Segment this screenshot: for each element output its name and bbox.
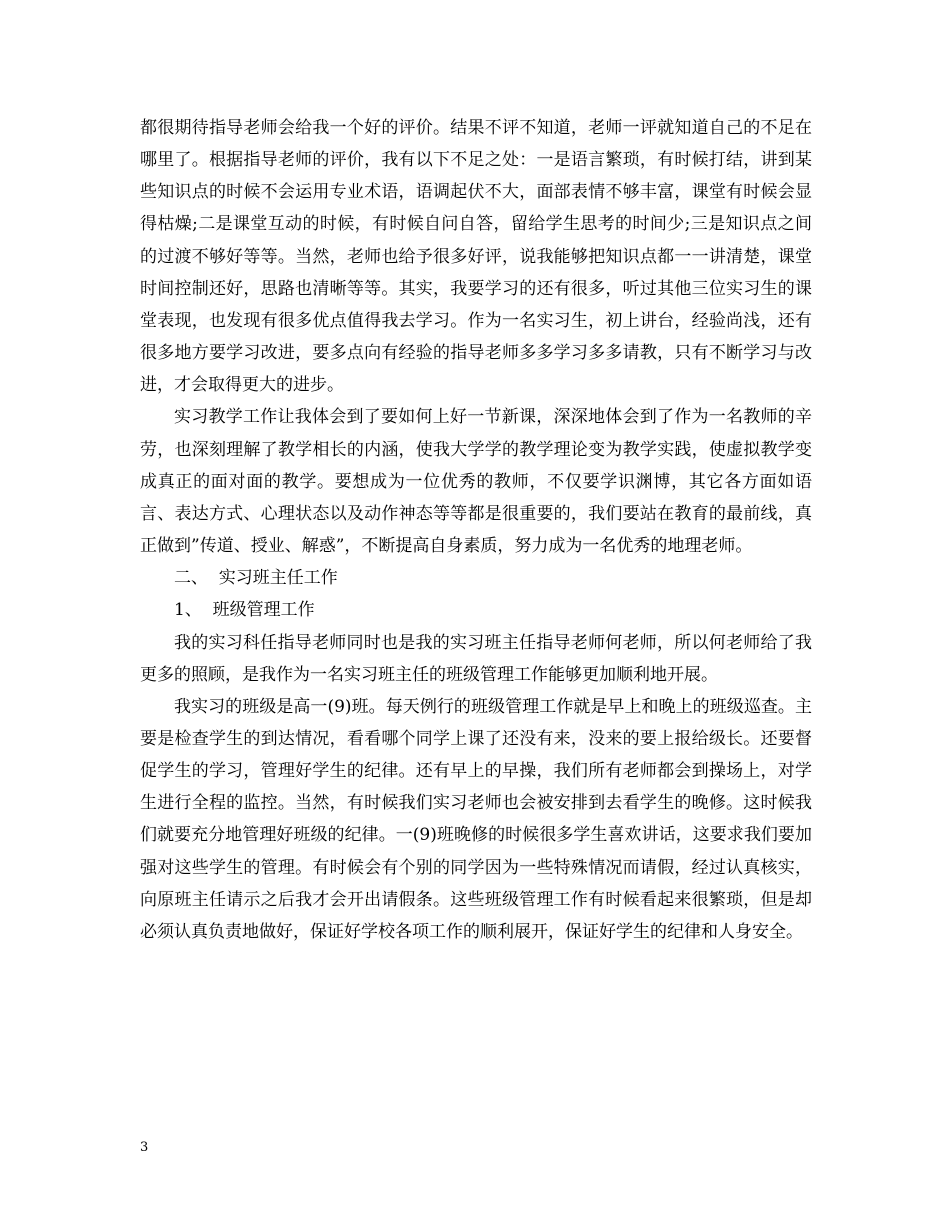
paragraph-teaching-reflection: 实习教学工作让我体会到了要如何上好一节新课，深深地体会到了作为一名教师的辛劳，也深刻理解了教学相长的内涵，使我大学学的教学理论变为教学实践，使虚拟教学变成真正的面对面的教学。要想成为一位优秀的教师，不仅要学识渊博，其它各方面如语言、表达方式、心理状态以及动作神态等等都是很重要的，我们要站在教育的最前线，真正做到”传道、授业、解惑”，不断提高自身素质，努力成为一名优秀的地理老师。 — [140, 407, 812, 557]
paragraph-class-management: 我实习的班级是高一(9)班。每天例行的班级管理工作就是早上和晚上的班级巡查。主要是检查学生的到达情况，看看哪个同学上课了还没有来，没来的要上报给级长。还要督促学生的学习，管理好学生的纪律。还有早上的早操，我们所有老师都会到操场上，对学生进行全程的监控。当然，有时候我们实习老师也会被安排到去看学生的晚修。这时候我们就要充分地管理好班级的纪律。一(9)班晚修的时候很多学生喜欢讲话，这要求我们要加强对这些学生的管理。有时候会有个别的同学因为一些特殊情况而请假，经过认真核实，向原班主任请示之后我才会开出请假条。这些班级管理工作有时候看起来很繁琐，但是却必须认真负责地做好，保证好学校各项工作的顺利展开，保证好学生的纪律和人身安全。 — [140, 696, 812, 942]
subsection-heading-class-management: 1、 班级管理工作 — [174, 600, 315, 621]
paragraph-supervisor: 我的实习科任指导老师同时也是我的实习班主任指导老师何老师，所以何老师给了我更多的照顾，是我作为一名实习班主任的班级管理工作能够更加顺利地开展。 — [140, 632, 812, 685]
paragraph-teaching-feedback: 都很期待指导老师会给我一个好的评价。结果不评不知道，老师一评就知道自己的不足在哪里了。根据指导老师的评价，我有以下不足之处：一是语言繁琐，有时候打结，讲到某些知识点的时候不会运用专业术语，语调起伏不大，面部表情不够丰富，课堂有时候会显得枯燥;二是课堂互动的时候，有时候自问自答，留给学生思考的时间少;三是知识点之间的过渡不够好等等。当然，老师也给予很多好评，说我能够把知识点都一一讲清楚，课堂时间控制还好，思路也清晰等等。其实，我要学习的还有很多，听过其他三位实习生的课堂表现，也发现有很多优点值得我去学习。作为一名实习生，初上讲台，经验尚浅，还有很多地方要学习改进，要多点向有经验的指导老师多多学习多多请教，只有不断学习与改进，才会取得更大的进步。 — [140, 118, 812, 396]
page-number: 3 — [140, 1140, 149, 1155]
section-heading-class-teacher-work: 二、 实习班主任工作 — [174, 568, 338, 589]
body-text — [140, 112, 812, 948]
